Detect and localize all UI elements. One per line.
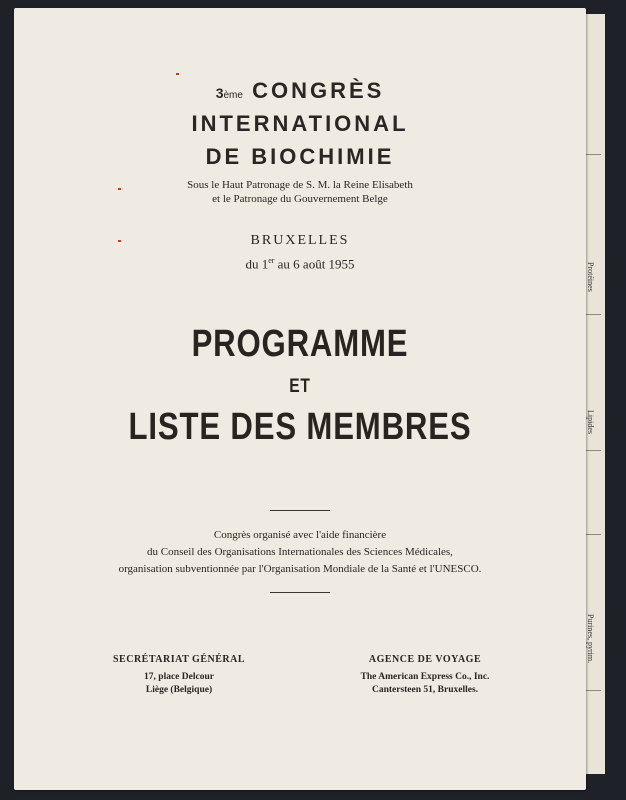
travel-agency-address-1: The American Express Co., Inc. bbox=[360, 672, 490, 682]
patronage-line-2: et le Patronage du Gouvernement Belge bbox=[212, 193, 388, 205]
dates-prefix: du 1 bbox=[245, 256, 269, 272]
tab-purines[interactable]: Purines, pyrim. bbox=[586, 614, 595, 664]
city: BRUXELLES bbox=[250, 233, 350, 248]
main-title-programme: PROGRAMME bbox=[191, 323, 409, 365]
dates-sup: er bbox=[268, 256, 275, 265]
document-page bbox=[14, 8, 586, 790]
secretariat-heading: SECRÉTARIAT GÉNÉRAL bbox=[112, 654, 246, 665]
funding-line-1: Congrès organisé avec l'aide financière bbox=[213, 529, 387, 541]
secretariat-address-2: Liège (Belgique) bbox=[145, 685, 213, 695]
funding-line-2: du Conseil des Organisations Internationales des Sciences Médicales, bbox=[147, 546, 453, 558]
tab-proteines[interactable]: Protéines bbox=[586, 262, 595, 292]
main-title-et: ET bbox=[289, 376, 311, 397]
red-mark bbox=[176, 73, 179, 75]
edition-number: 3 bbox=[215, 85, 224, 101]
main-title-liste: LISTE DES MEMBRES bbox=[128, 406, 472, 448]
dates bbox=[14, 256, 586, 272]
travel-agency-address-2: Cantersteen 51, Bruxelles. bbox=[371, 685, 479, 695]
congress-title-line-1 bbox=[14, 78, 586, 104]
dates-suffix: au 6 août 1955 bbox=[274, 256, 355, 272]
patronage-line-1: Sous le Haut Patronage de S. M. la Reine Elisabeth bbox=[187, 179, 413, 191]
congress-title-line-2: INTERNATIONAL bbox=[191, 111, 409, 136]
secretariat-block bbox=[84, 654, 274, 697]
tab-lipides[interactable]: Lipides bbox=[586, 410, 595, 434]
funding-line-3: organisation subventionnée par l'Organisation Mondiale de la Santé et l'UNESCO. bbox=[118, 563, 482, 575]
congress-title-line-3: DE BIOCHIMIE bbox=[205, 144, 395, 169]
congress-word: CONGRÈS bbox=[252, 78, 385, 103]
travel-agency-heading: AGENCE DE VOYAGE bbox=[368, 654, 482, 665]
secretariat-address-1: 17, place Delcour bbox=[144, 672, 214, 682]
edition-suffix: ème bbox=[223, 90, 243, 101]
travel-agency-block bbox=[330, 654, 520, 697]
divider-rule bbox=[270, 592, 330, 593]
divider-rule bbox=[270, 510, 330, 511]
